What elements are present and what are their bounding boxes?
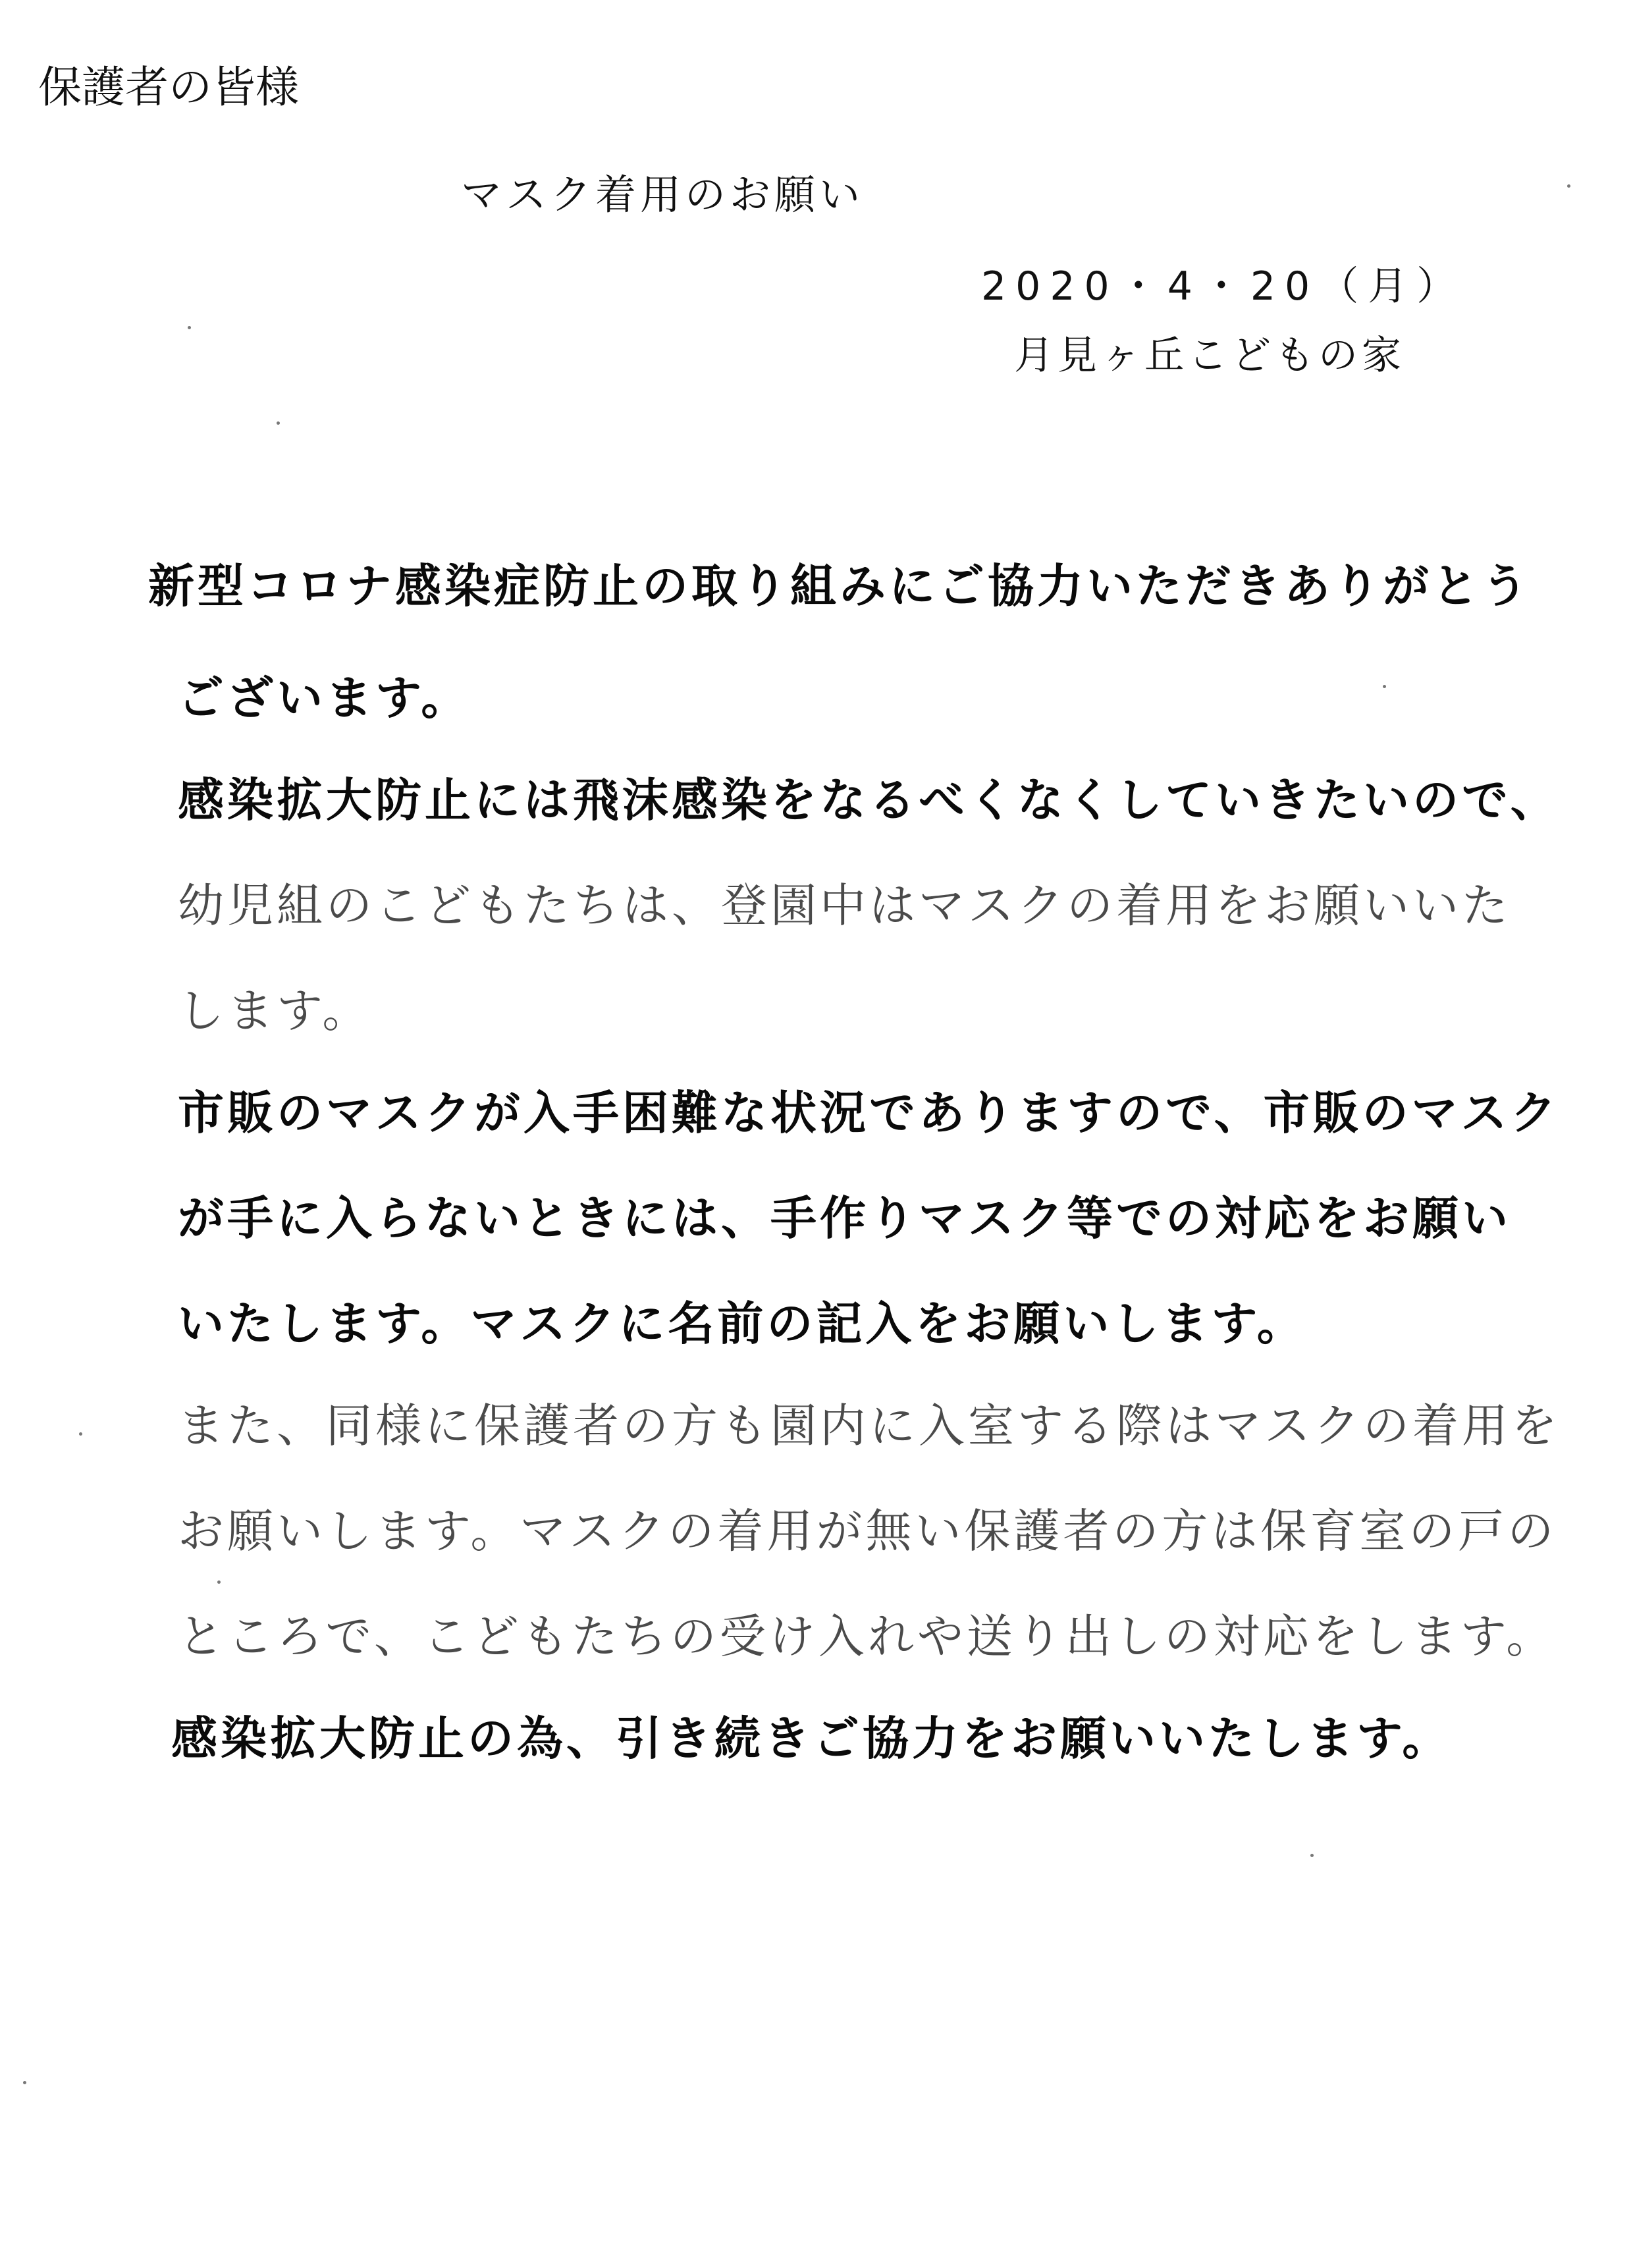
body-line: します。 (178, 984, 372, 1038)
body-line: 新型コロナ感染症防止の取り組みにご協力いただきありがとう (148, 559, 1531, 613)
scan-speck (23, 2081, 26, 2084)
document-title: マスク着用のお願い (461, 171, 865, 219)
scan-speck (79, 1432, 82, 1436)
body-line: また、同様に保護者の方も園内に入室する際はマスクの着用を (178, 1399, 1561, 1453)
body-line: が手に入らないときには、手作りマスク等での対応をお願い (178, 1191, 1511, 1245)
body-line: お願いします。マスクの着用が無い保護者の方は保育室の戸の (178, 1504, 1557, 1558)
salutation: 保護者の皆様 (38, 62, 299, 113)
body-line: 感染拡大防止には飛沫感染をなるべくなくしていきたいので、 (178, 773, 1560, 827)
scan-speck (217, 1580, 221, 1584)
scan-speck (188, 326, 191, 329)
body-line: ところで、こどもたちの受け入れや送り出しの対応をします。 (178, 1609, 1556, 1663)
document-date: 2020・4・20（月） (981, 263, 1466, 310)
body-line: 幼児組のこどもたちは、登園中はマスクの着用をお願いいた (178, 878, 1511, 932)
organization-name: 月見ヶ丘こどもの家 (1014, 333, 1405, 379)
body-line: いたします。マスクに名前の記入をお願いします。 (178, 1297, 1306, 1351)
body-line: 市販のマスクが入手困難な状況でありますので、市販のマスク (178, 1086, 1560, 1140)
body-line: 感染拡大防止の為、引き続きご協力をお願いいたします。 (171, 1712, 1452, 1766)
body-line: ございます。 (178, 671, 471, 725)
scan-speck (1567, 184, 1570, 188)
scan-speck (1310, 1854, 1314, 1857)
scan-speck (277, 421, 280, 425)
scan-speck (1383, 685, 1386, 688)
